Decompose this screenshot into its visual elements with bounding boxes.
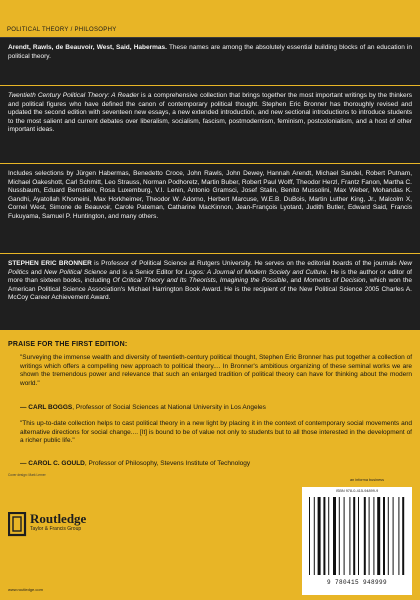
book-title: Moments of Decision [303,277,366,285]
journal-title: New Politics [8,260,412,276]
author-text: , which won the American Political Science Association's Michael Harrington Book Award. He is the recipient of the New Political Science 2005 Charles A. McCoy Career Achievement Award. [8,277,412,302]
publisher-name: Routledge [30,511,87,526]
intro-names: Arendt, Rawls, de Beauvoir, West, Said, Habermas. [8,44,167,51]
isbn-barcode [302,487,412,595]
description-text [8,92,412,135]
isbn-number: ISBN 978-0-415-94899-9 [335,489,379,493]
quote-attribution [20,460,412,469]
book-title: Imagining the Possible [219,277,287,285]
top-band [0,0,420,38]
informa-label: an informa business [350,478,384,482]
description-rest: is a comprehensive collection that brings together the most important writings by the thinkers and political figures who have defined the canon of contemporary political thought. Stephen Eric Bronner has thoroughly revised and updated the second edition with seventeen new essays, a new extended introduction, and new sectional introductions to introduce students to the most salient and current debates over liberalism, socialism, fascism, postmodernism, feminism, postcolonialism, and a host of other important ideas. [8,92,412,134]
praise-heading: PRAISE FOR THE FIRST EDITION: [8,341,128,348]
selections-panel [0,164,420,253]
barcode-icon [308,497,406,575]
book-title: Of Critical Theory and Its Theorists [112,277,216,285]
attribution-title: , Professor of Philosophy, Stevens Institute of Technology [84,460,251,467]
attribution-name: — CARL BOGGS [20,404,73,411]
book-title: Twentieth Century Political Theory: A Reader [8,92,139,99]
author-panel [0,254,420,330]
intro-panel [0,38,420,85]
selections-text: Includes selections by Jürgen Habermas, Benedetto Croce, John Rawls, John Dewey, Hannah Arendt, Michael Sandel, Robert Putnam, Michael Oakeshott, Carl Schmitt, Leo Strauss, Norman Podhoretz, Martin Buber, Robert Paul Wolff, Theodor Herzl, Frantz Fanon, Martha C. Nussbaum, Eduard Bernstein, Rosa Luxemburg, V.I. Lenin, Antonio Gramsci, Josef Stalin, Benito Mussolini, Max Weber, Mohandas K. Gandhi, Ayatollah Khomeini, Max Horkheimer, Theodor W. Adorno, Herbert Marcuse, W.E.B. DuBois, Martin Luther King, Jr., Malcolm X, Cornel West, Simone de Beauvoir, Carole Pateman, Catharine MacKinnon, Jean-François Lyotard, Judith Butler, Edward Said, Francis Fukuyama, Samuel P. Huntington, and many others. [8,170,412,220]
author-text: and [28,268,44,276]
journal-title: Logos: A Journal of Modern Society and Culture [185,268,327,276]
category-label: POLITICAL THEORY / PHILOSOPHY [7,27,117,33]
author-text: and is a Senior Editor for [107,268,186,276]
routledge-logo-icon [8,512,28,538]
intro-text [8,44,412,61]
author-bio [8,260,412,303]
praise-quote: "Surveying the immense wealth and diversity of twentieth-century political thought, Stephen Eric Bronner has put together a collection of writings which offers a compelling new approach to political theory.... In Bronner's ambitious organizing of these seminal works we are shown the tremendous power and relevance that such an enlarged tradition of political theory can have for thinking about the modern world." [20,354,412,387]
barcode-digits: 9 780415 948999 [326,579,387,586]
publisher-group: Taylor & Francis Group [30,526,82,532]
author-text: , and [286,277,304,285]
author-text: is Professor of Political Science at Rutgers University. He serves on the editorial boards of the journals [91,260,399,267]
publisher-url: www.routledge.com [8,587,43,592]
author-name: STEPHEN ERIC BRONNER [8,260,92,267]
praise-quote: "This up-to-date collection helps to cast political theory in a new light by placing it in the context of contemporary social movements and alternative directions for social change.... [It] is bound to be of value not only to students but to all those interested in the development of a richer public life." [20,420,412,445]
attribution-title: , Professor of Social Sciences at National University in Los Angeles [72,404,266,411]
quote-attribution [20,404,412,413]
cover-design-credit: Cover design: Mark Lerner [8,473,46,477]
author-text: , [215,277,220,285]
description-panel [0,86,420,163]
journal-title: New Political Science [43,268,108,276]
attribution-name: — CAROL C. GOULD [20,460,85,467]
author-text: . He is the author or editor of more than sixteen books, including [8,268,412,285]
intro-rest: These names are among the absolutely essential building blocks of an education in political theory. [8,44,412,60]
